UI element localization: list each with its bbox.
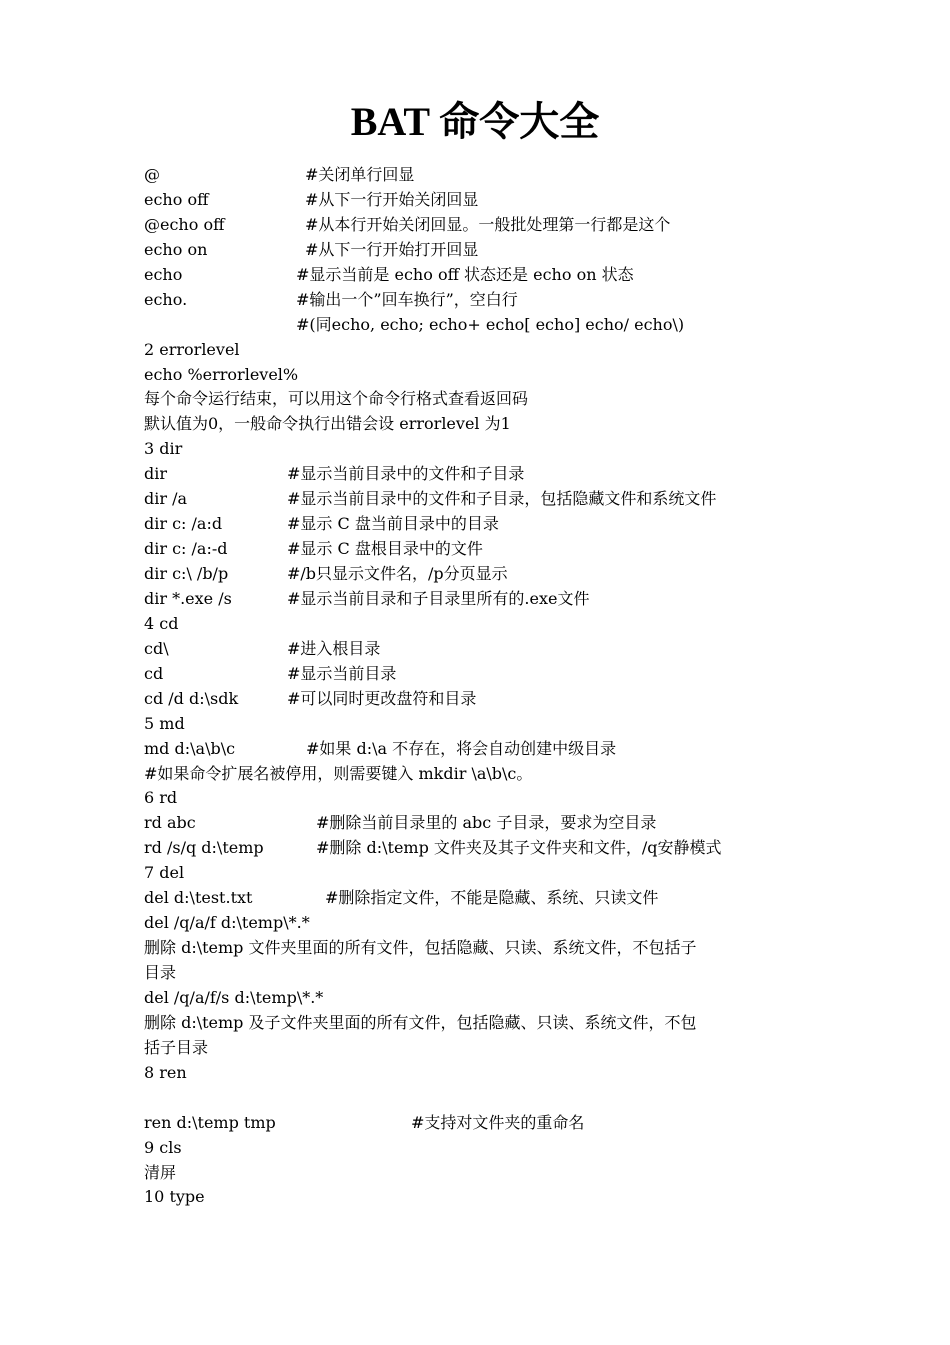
document-line — [144, 387, 814, 412]
line-comment: #显示当前目录中的文件和子目录，包括隐藏文件和系统文件 — [287, 489, 717, 509]
line-command: cd /d d:\sdk — [144, 688, 239, 708]
line-command: 2 errorlevel — [144, 339, 240, 359]
line-command: #如果命令扩展名被停用，则需要键入 mkdir \a\b\c。 — [144, 763, 533, 783]
document-line — [144, 412, 814, 437]
document-line — [144, 1185, 814, 1210]
line-comment: #删除当前目录里的 abc 子目录，要求为空目录 — [316, 813, 657, 833]
line-command: 6 rd — [144, 788, 178, 808]
line-command: 删除 d:\temp 文件夹里面的所有文件，包括隐藏、只读、系统文件，不包括子 — [144, 938, 697, 958]
document-line — [144, 288, 814, 313]
document-line — [144, 238, 814, 263]
line-command: dir c:\ /b/p — [144, 564, 229, 583]
line-command: 清屏 — [144, 1162, 177, 1182]
line-command: cd — [144, 663, 164, 683]
line-command: 7 del — [144, 863, 185, 883]
line-command: 删除 d:\temp 及子文件夹里面的所有文件，包括隐藏、只读、系统文件，不包 — [144, 1012, 697, 1032]
document-line — [144, 836, 814, 861]
line-command: echo. — [144, 289, 188, 309]
document-line — [144, 263, 814, 288]
document-line — [144, 363, 814, 388]
line-command: 每个命令运行结束，可以用这个命令行格式查看返回码 — [144, 389, 529, 409]
line-comment: #从本行开始关闭回显。一般批处理第一行都是这个 — [305, 214, 671, 234]
document-line — [144, 911, 814, 936]
line-comment: #显示 C 盘根目录中的文件 — [287, 539, 483, 559]
line-command: del /q/a/f/s d:\temp\*.* — [144, 987, 324, 1007]
line-command: @ — [144, 165, 160, 184]
document-line — [144, 562, 814, 587]
document-line — [144, 587, 814, 612]
line-comment: #支持对文件夹的重命名 — [411, 1112, 585, 1132]
document-line — [144, 437, 814, 462]
line-comment: #(同echo, echo; echo+ echo[ echo] echo/ echo\) — [296, 314, 685, 334]
document-line — [144, 1161, 814, 1186]
document-line — [144, 762, 814, 787]
line-command: echo %errorlevel% — [144, 364, 299, 384]
document-line — [144, 886, 814, 911]
line-comment: #显示 C 盘当前目录中的目录 — [287, 514, 499, 534]
document-line — [144, 737, 814, 762]
document-body — [144, 163, 814, 1210]
document-line — [144, 712, 814, 737]
line-command: 4 cd — [144, 613, 179, 633]
document-line — [144, 163, 814, 188]
line-comment: #显示当前目录中的文件和子目录 — [287, 464, 525, 484]
document-line — [144, 1136, 814, 1161]
line-command: 3 dir — [144, 439, 183, 459]
document-line — [144, 986, 814, 1011]
line-command: 8 ren — [144, 1062, 187, 1082]
line-comment: #从下一行开始打开回显 — [305, 239, 479, 259]
line-command: dir c: /a:-d — [144, 539, 228, 559]
document-line — [144, 313, 814, 338]
line-command: rd abc — [144, 813, 196, 833]
document-line — [144, 537, 814, 562]
line-command: cd\ — [144, 638, 169, 658]
line-command: ren d:\temp tmp — [144, 1112, 276, 1132]
line-command: md d:\a\b\c — [144, 738, 236, 758]
line-command: dir c: /a:d — [144, 514, 223, 534]
document-line — [144, 786, 814, 811]
line-command: rd /s/q d:\temp — [144, 838, 264, 858]
document-line — [144, 213, 814, 238]
line-command: dir — [144, 464, 168, 484]
document-line — [144, 1036, 814, 1061]
line-command: del d:\test.txt — [144, 888, 253, 908]
line-command: 5 md — [144, 713, 185, 733]
line-command: dir *.exe /s — [144, 588, 232, 608]
document-line — [144, 637, 814, 662]
line-command: dir /a — [144, 489, 188, 509]
line-comment: #显示当前目录和子目录里所有的.exe文件 — [287, 588, 590, 608]
line-comment: #如果 d:\a 不存在，将会自动创建中级目录 — [306, 738, 617, 758]
line-command: echo off — [144, 189, 209, 209]
line-comment: #删除指定文件，不能是隐藏、系统、只读文件 — [325, 888, 659, 908]
line-command: 括子目录 — [144, 1037, 209, 1057]
document-line — [144, 462, 814, 487]
line-command: del /q/a/f d:\temp\*.* — [144, 913, 310, 933]
line-command: echo — [144, 264, 183, 284]
document-line — [144, 612, 814, 637]
document-line — [144, 512, 814, 537]
document-line — [144, 1061, 814, 1086]
line-comment: #显示当前是 echo off 状态还是 echo on 状态 — [296, 264, 634, 284]
line-comment: #进入根目录 — [287, 638, 381, 658]
line-comment: #从下一行开始关闭回显 — [305, 189, 479, 209]
line-comment: #可以同时更改盘符和目录 — [287, 688, 477, 708]
document-line — [144, 936, 814, 961]
document-line — [144, 338, 814, 363]
document-line — [144, 487, 814, 512]
document-line — [144, 961, 814, 986]
line-comment: #显示当前目录 — [287, 663, 397, 683]
document-line — [144, 687, 814, 712]
document-line — [144, 188, 814, 213]
line-command: 目录 — [144, 963, 177, 982]
line-comment: #输出一个”回车换行”，空白行 — [296, 289, 518, 309]
line-command: @echo off — [144, 214, 225, 234]
line-comment: #删除 d:\temp 文件夹及其子文件夹和文件，/q安静模式 — [316, 838, 722, 858]
document-line — [144, 811, 814, 836]
line-comment: #/b只显示文件名，/p分页显示 — [287, 564, 508, 583]
document-line — [144, 662, 814, 687]
document-line — [144, 1011, 814, 1036]
line-command: 9 cls — [144, 1137, 182, 1157]
document-line — [144, 1111, 814, 1136]
page-title: BAT 命令大全 — [350, 99, 600, 144]
document-line — [144, 1086, 814, 1111]
line-command: 10 type — [144, 1187, 205, 1207]
line-command: 默认值为0，一般命令执行出错会设 errorlevel 为1 — [144, 414, 511, 434]
line-command: echo on — [144, 239, 208, 259]
document-line — [144, 861, 814, 886]
line-comment: #关闭单行回显 — [305, 165, 415, 184]
